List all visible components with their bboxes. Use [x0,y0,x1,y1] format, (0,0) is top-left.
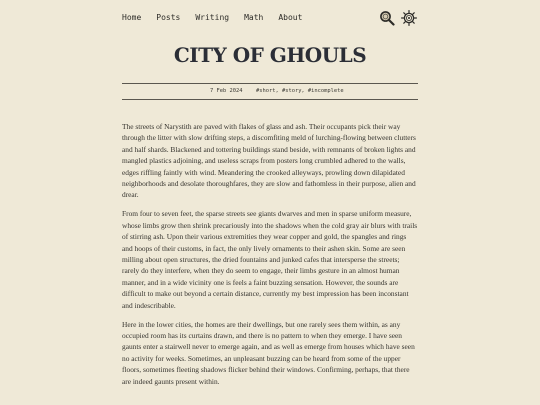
nav-writing-link[interactable]: Writing [195,13,230,22]
top-nav [122,13,317,22]
nav-about-link[interactable]: About [278,13,303,22]
paragraph: From four to seven feet, the sparse streets see giants dwarves and men in sparse uniform measure, whose limbs grow then shrink precariously into the shadows when the cold gray air blurs with trails of stirring ash. Upon their various extremities they wear copper and gold, the spangles and rings and hoops of their customs, in fact, the only lively ornaments to their ashen skin. Some are seen milling about open structures, the dried fountains and junked cafes that intersperse the streets; rarely do they interfere, when they do seem to engage, their limbs gesture in an almost human manner, and in a wide vicinity one is feels a faint buzzing sensation. However, the sounds are difficult to make out beyond a certain distance, currently my best impression has been inconstant and indescribable. [122,209,418,310]
nav-home-link[interactable]: Home [122,13,142,22]
nav-math-link[interactable]: Math [244,13,264,22]
nav-posts-link[interactable]: Posts [156,13,181,22]
search-icon[interactable] [379,10,395,26]
post-title: CITY OF GHOULS [173,43,367,67]
post-tags: #short, #story, #incomplete [256,88,344,94]
post-date: 7 Feb 2024 [210,88,243,94]
paragraph: The streets of Narystith are paved with flakes of glass and ash. Their occupants pick their way through the litter with slow drifting steps, a discomfiting meld of lurching-flowing between clutters and half shards. Blackened and tottering buildings stand beside, with remnants of broken lights and mangled plastics adjoining, and useless scraps from posters long crumbled adhered to the walls, edges riffling faintly with wind. Meandering the crooked alleyways, prowling down dilapidated neighborhoods and desolate thoroughfares, they are slow and fathomless in their purpose, alien and drear. [122,122,416,200]
header-icons [379,10,417,26]
sun-icon[interactable] [401,10,417,26]
divider-bottom [122,99,418,100]
divider-top [122,83,418,84]
paragraph: Here in the lower cities, the homes are their dwellings, but one rarely sees them within, as any occupied room has its curtains drawn, and there is no pattern to when they emerge. I have seen gaunts enter a stairwell never to emerge again, and as well as emerge from houses which have seen no activity for weeks. Sometimes, an unpleasant buzzing can be heard from some of the upper floors, sometimes fleeting shadows flicker behind their windows. Confirming, perhaps, that there are indeed gaunts present within. [122,319,415,386]
post-body [122,121,418,394]
